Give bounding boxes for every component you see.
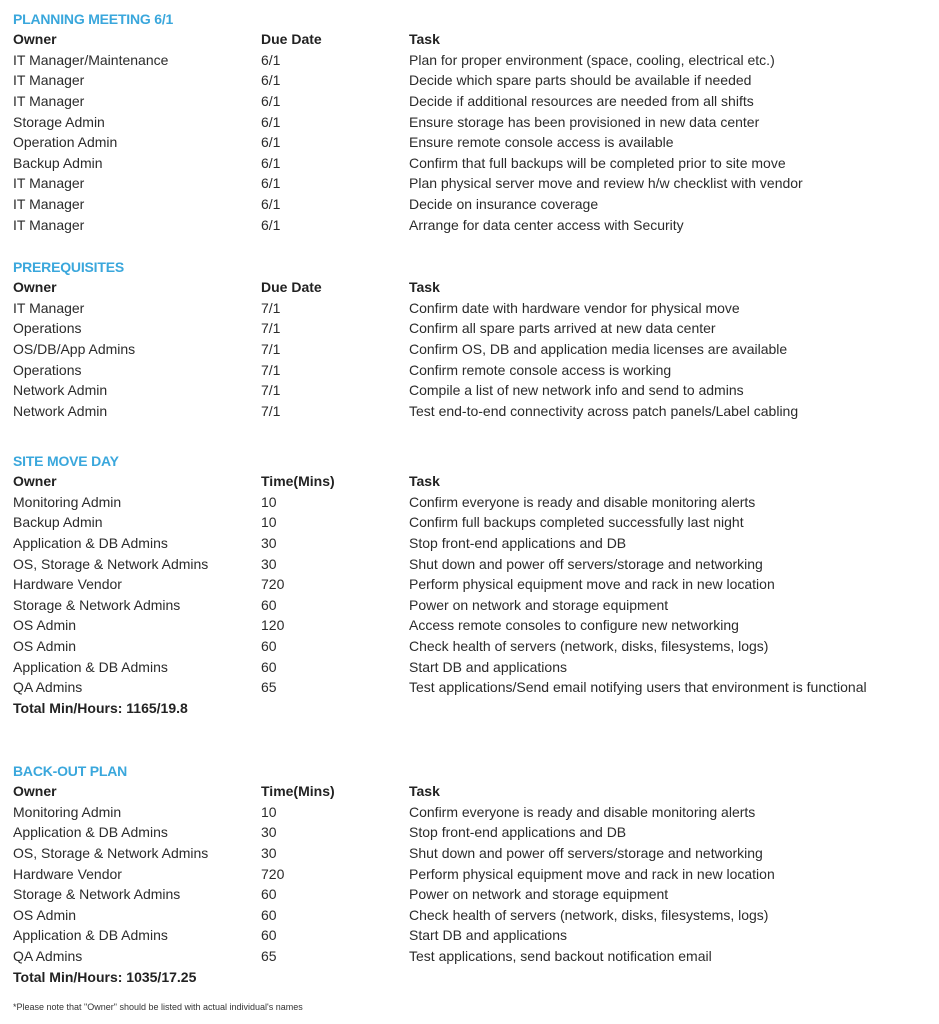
value-cell: 6/1 bbox=[261, 72, 281, 89]
value-cell: 60 bbox=[261, 927, 277, 944]
value-cell: 30 bbox=[261, 824, 277, 841]
section-title: BACK-OUT PLAN bbox=[13, 763, 128, 779]
value-cell: 10 bbox=[261, 493, 277, 510]
owner-cell: Operations bbox=[13, 361, 82, 378]
task-cell: Check health of servers (network, disks, filesystems, logs) bbox=[409, 638, 769, 655]
task-cell: Shut down and power off servers/storage and networking bbox=[409, 555, 763, 572]
task-cell: Confirm full backups completed successfully last night bbox=[409, 514, 744, 531]
table-body bbox=[13, 298, 935, 422]
table-row bbox=[13, 802, 935, 823]
owner-cell: QA Admins bbox=[13, 679, 83, 696]
header-task: Task bbox=[409, 783, 440, 799]
owner-cell: Hardware Vendor bbox=[13, 865, 122, 882]
section-site-move-day bbox=[13, 451, 935, 719]
table-row bbox=[13, 380, 935, 401]
value-cell: 6/1 bbox=[261, 154, 281, 171]
table-row bbox=[13, 194, 935, 215]
task-cell: Stop front-end applications and DB bbox=[409, 534, 627, 551]
owner-cell: OS Admin bbox=[13, 906, 77, 923]
header-task: Task bbox=[409, 31, 440, 47]
owner-cell: IT Manager bbox=[13, 216, 85, 233]
section-back-out-plan bbox=[13, 761, 935, 987]
value-cell: 7/1 bbox=[261, 361, 281, 378]
value-cell: 120 bbox=[261, 617, 285, 634]
owner-cell: Network Admin bbox=[13, 382, 108, 399]
owner-cell: IT Manager/Maintenance bbox=[13, 51, 169, 68]
task-cell: Power on network and storage equipment bbox=[409, 596, 669, 613]
header-time-mins: Time(Mins) bbox=[261, 473, 335, 489]
section-title: PLANNING MEETING 6/1 bbox=[13, 11, 174, 27]
header-owner: Owner bbox=[13, 473, 57, 489]
table-row bbox=[13, 636, 935, 657]
table-row bbox=[13, 360, 935, 381]
value-cell: 10 bbox=[261, 514, 277, 531]
task-cell: Confirm date with hardware vendor for physical move bbox=[409, 299, 740, 316]
header-task: Task bbox=[409, 279, 440, 295]
task-cell: Perform physical equipment move and rack in new location bbox=[409, 865, 775, 882]
table-body bbox=[13, 50, 935, 236]
task-cell: Stop front-end applications and DB bbox=[409, 824, 627, 841]
header-task: Task bbox=[409, 473, 440, 489]
value-cell: 30 bbox=[261, 555, 277, 572]
table-header-row bbox=[13, 781, 935, 802]
section-title: PREREQUISITES bbox=[13, 259, 124, 275]
owner-cell: QA Admins bbox=[13, 948, 83, 965]
value-cell: 6/1 bbox=[261, 92, 281, 109]
value-cell: 6/1 bbox=[261, 134, 281, 151]
task-cell: Start DB and applications bbox=[409, 658, 567, 675]
value-cell: 7/1 bbox=[261, 320, 281, 337]
table-row bbox=[13, 112, 935, 133]
table-row bbox=[13, 822, 935, 843]
table-row bbox=[13, 843, 935, 864]
table-row bbox=[13, 173, 935, 194]
header-owner: Owner bbox=[13, 279, 57, 295]
value-cell: 10 bbox=[261, 803, 277, 820]
table-row bbox=[13, 657, 935, 678]
task-cell: Confirm remote console access is working bbox=[409, 361, 672, 378]
table-row bbox=[13, 401, 935, 422]
table-header-row bbox=[13, 29, 935, 50]
task-cell: Confirm all spare parts arrived at new data center bbox=[409, 320, 716, 337]
table-row bbox=[13, 153, 935, 174]
value-cell: 6/1 bbox=[261, 196, 281, 213]
owner-cell: IT Manager bbox=[13, 175, 85, 192]
section-planning-meeting bbox=[13, 9, 935, 235]
task-cell: Arrange for data center access with Security bbox=[409, 216, 684, 233]
task-cell: Confirm everyone is ready and disable monitoring alerts bbox=[409, 803, 756, 820]
value-cell: 7/1 bbox=[261, 299, 281, 316]
table-row bbox=[13, 554, 935, 575]
owner-cell: IT Manager bbox=[13, 299, 85, 316]
header-time-mins: Time(Mins) bbox=[261, 783, 335, 799]
section-title: SITE MOVE DAY bbox=[13, 453, 119, 469]
task-cell: Confirm that full backups will be completed prior to site move bbox=[409, 154, 786, 171]
owner-cell: OS, Storage & Network Admins bbox=[13, 844, 209, 861]
value-cell: 6/1 bbox=[261, 216, 281, 233]
owner-cell: Backup Admin bbox=[13, 154, 103, 171]
task-cell: Test end-to-end connectivity across patch panels/Label cabling bbox=[409, 402, 799, 419]
task-cell: Power on network and storage equipment bbox=[409, 886, 669, 903]
owner-cell: Application & DB Admins bbox=[13, 927, 168, 944]
owner-cell: Operation Admin bbox=[13, 134, 118, 151]
table-row bbox=[13, 70, 935, 91]
table-body bbox=[13, 802, 935, 967]
value-cell: 30 bbox=[261, 534, 277, 551]
owner-cell: Backup Admin bbox=[13, 514, 103, 531]
table-row bbox=[13, 132, 935, 153]
owner-cell: OS, Storage & Network Admins bbox=[13, 555, 209, 572]
header-due-date: Due Date bbox=[261, 279, 322, 295]
task-cell: Perform physical equipment move and rack in new location bbox=[409, 576, 775, 593]
value-cell: 60 bbox=[261, 906, 277, 923]
value-cell: 65 bbox=[261, 948, 277, 965]
footnote: *Please note that "Owner" should be listed with actual individual's names bbox=[13, 1002, 303, 1012]
value-cell: 6/1 bbox=[261, 113, 281, 130]
owner-cell: Application & DB Admins bbox=[13, 658, 168, 675]
table-row bbox=[13, 677, 935, 698]
header-owner: Owner bbox=[13, 31, 57, 47]
value-cell: 60 bbox=[261, 596, 277, 613]
task-cell: Decide if additional resources are needed from all shifts bbox=[409, 92, 754, 109]
table-row bbox=[13, 574, 935, 595]
owner-cell: Storage & Network Admins bbox=[13, 886, 181, 903]
task-cell: Compile a list of new network info and send to admins bbox=[409, 382, 744, 399]
task-cell: Test applications/Send email notifying users that environment is functional bbox=[409, 679, 867, 696]
total-min-hours: Total Min/Hours: 1165/19.8 bbox=[13, 700, 188, 717]
owner-cell: IT Manager bbox=[13, 72, 85, 89]
task-cell: Start DB and applications bbox=[409, 927, 567, 944]
table-header-row bbox=[13, 277, 935, 298]
owner-cell: Monitoring Admin bbox=[13, 803, 122, 820]
owner-cell: IT Manager bbox=[13, 92, 85, 109]
table-row bbox=[13, 318, 935, 339]
value-cell: 720 bbox=[261, 865, 285, 882]
table-row bbox=[13, 339, 935, 360]
value-cell: 60 bbox=[261, 886, 277, 903]
task-cell: Ensure remote console access is available bbox=[409, 134, 674, 151]
section-prerequisites bbox=[13, 257, 935, 421]
value-cell: 7/1 bbox=[261, 382, 281, 399]
table-body bbox=[13, 492, 935, 698]
table-row bbox=[13, 50, 935, 71]
total-min-hours: Total Min/Hours: 1035/17.25 bbox=[13, 968, 197, 985]
table-row bbox=[13, 884, 935, 905]
table-row bbox=[13, 298, 935, 319]
value-cell: 6/1 bbox=[261, 175, 281, 192]
value-cell: 7/1 bbox=[261, 340, 281, 357]
owner-cell: Operations bbox=[13, 320, 82, 337]
owner-cell: Storage Admin bbox=[13, 113, 105, 130]
header-owner: Owner bbox=[13, 783, 57, 799]
task-cell: Shut down and power off servers/storage and networking bbox=[409, 844, 763, 861]
task-cell: Check health of servers (network, disks, filesystems, logs) bbox=[409, 906, 769, 923]
owner-cell: Application & DB Admins bbox=[13, 534, 168, 551]
owner-cell: Hardware Vendor bbox=[13, 576, 122, 593]
value-cell: 720 bbox=[261, 576, 285, 593]
task-cell: Test applications, send backout notification email bbox=[409, 948, 712, 965]
task-cell: Confirm OS, DB and application media licenses are available bbox=[409, 340, 788, 357]
value-cell: 7/1 bbox=[261, 402, 281, 419]
task-cell: Confirm everyone is ready and disable monitoring alerts bbox=[409, 493, 756, 510]
table-row bbox=[13, 512, 935, 533]
table-row bbox=[13, 925, 935, 946]
owner-cell: IT Manager bbox=[13, 196, 85, 213]
value-cell: 60 bbox=[261, 638, 277, 655]
table-row bbox=[13, 595, 935, 616]
owner-cell: Monitoring Admin bbox=[13, 493, 122, 510]
table-row bbox=[13, 864, 935, 885]
header-due-date: Due Date bbox=[261, 31, 322, 47]
table-row bbox=[13, 533, 935, 554]
task-cell: Access remote consoles to configure new networking bbox=[409, 617, 739, 634]
owner-cell: Network Admin bbox=[13, 402, 108, 419]
value-cell: 6/1 bbox=[261, 51, 281, 68]
owner-cell: OS Admin bbox=[13, 617, 77, 634]
task-cell: Decide which spare parts should be available if needed bbox=[409, 72, 752, 89]
owner-cell: Application & DB Admins bbox=[13, 824, 168, 841]
owner-cell: OS/DB/App Admins bbox=[13, 340, 136, 357]
value-cell: 60 bbox=[261, 658, 277, 675]
owner-cell: Storage & Network Admins bbox=[13, 596, 181, 613]
value-cell: 65 bbox=[261, 679, 277, 696]
task-cell: Decide on insurance coverage bbox=[409, 196, 599, 213]
table-row bbox=[13, 905, 935, 926]
task-cell: Ensure storage has been provisioned in new data center bbox=[409, 113, 760, 130]
table-row bbox=[13, 492, 935, 513]
task-cell: Plan for proper environment (space, cooling, electrical etc.) bbox=[409, 51, 775, 68]
task-cell: Plan physical server move and review h/w checklist with vendor bbox=[409, 175, 803, 192]
table-row bbox=[13, 615, 935, 636]
table-row bbox=[13, 946, 935, 967]
value-cell: 30 bbox=[261, 844, 277, 861]
table-header-row bbox=[13, 471, 935, 492]
owner-cell: OS Admin bbox=[13, 638, 77, 655]
table-row bbox=[13, 215, 935, 236]
table-row bbox=[13, 91, 935, 112]
